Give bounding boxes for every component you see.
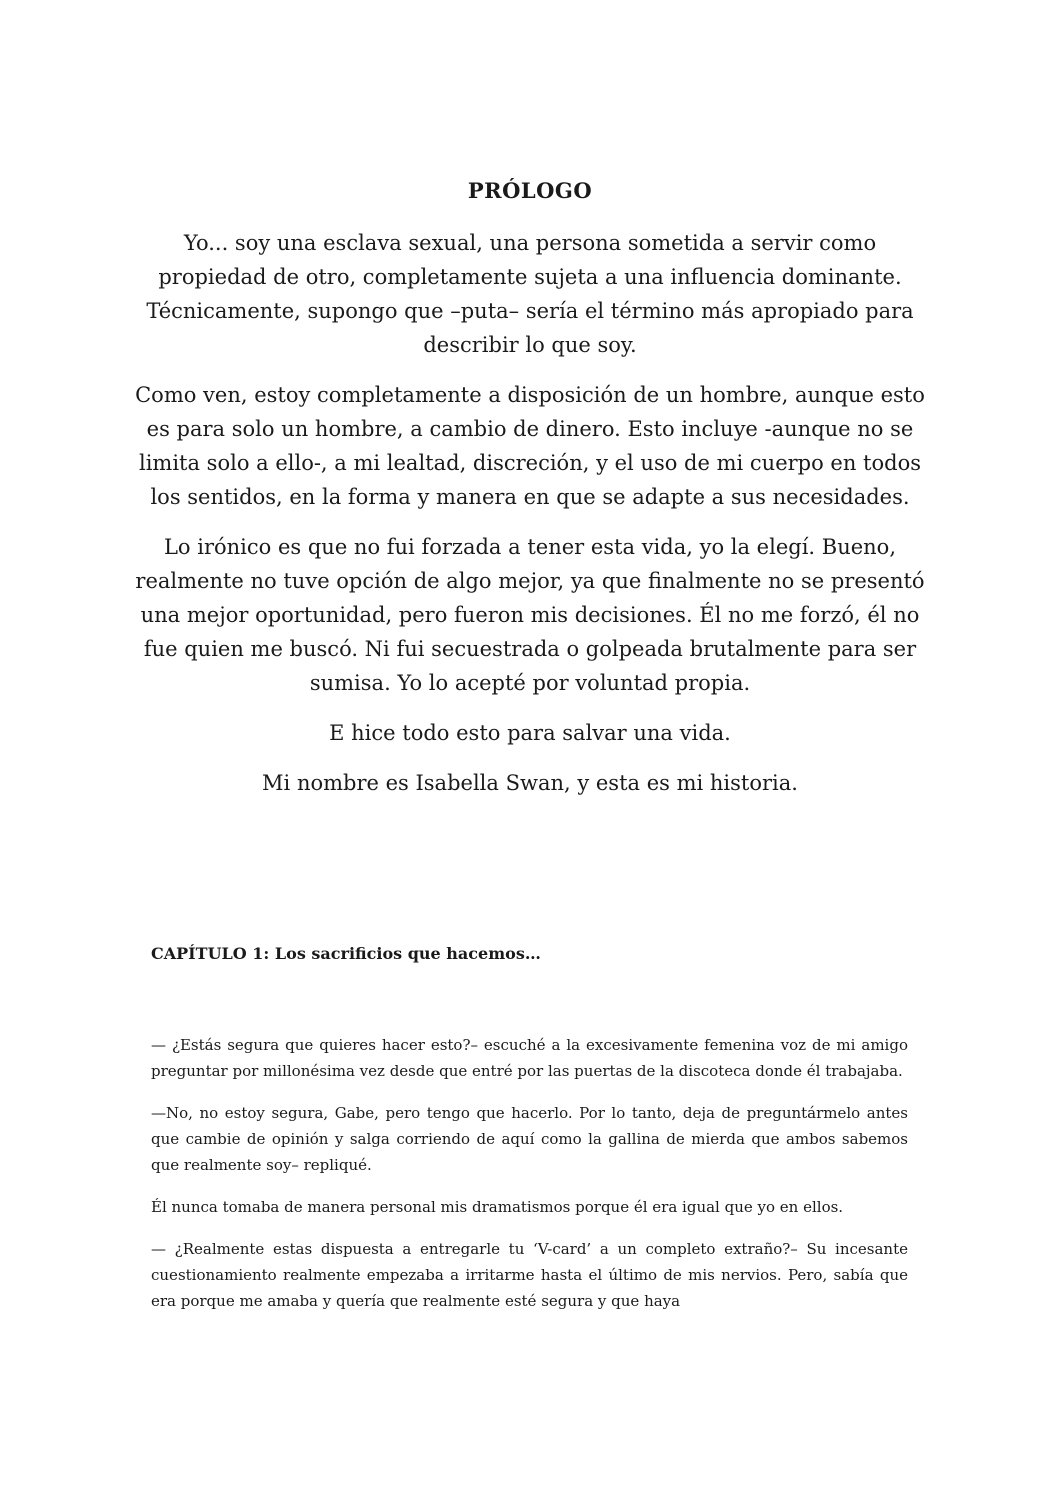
prologue-paragraph: Como ven, estoy completamente a disposición de un hombre, aunque esto es para solo un hombre, a cambio de dinero. Esto incluye -aunque no se limita solo a ello-, a mi lealtad, discreción, y el uso de mi cuerpo en todos los sentidos, en la forma y manera en que se adapte a sus necesidades. xyxy=(135,383,925,509)
chapter-paragraph: —No, no estoy segura, Gabe, pero tengo que hacerlo. Por lo tanto, deja de preguntármelo antes que cambie de opinión y salga corriendo de aquí como la gallina de mierda que ambos sabemos que realmente soy– repliqué. xyxy=(151,1104,908,1174)
prologue-paragraph: Yo... soy una esclava sexual, una persona sometida a servir como propiedad de otro, completamente sujeta a una influencia dominante. Técnicamente, supongo que –puta– sería el término más apropiado para describir lo que soy. xyxy=(146,231,914,357)
chapter-paragraph: Él nunca tomaba de manera personal mis dramatismos porque él era igual que yo en ellos. xyxy=(151,1198,844,1216)
chapter-body xyxy=(151,1032,908,1330)
prologue-paragraph: Lo irónico es que no fui forzada a tener esta vida, yo la elegí. Bueno, realmente no tuve opción de algo mejor, ya que finalmente no se presentó una mejor oportunidad, pero fueron mis decisiones. Él no me forzó, él no fue quien me buscó. Ni fui secuestrada o golpeada brutalmente para ser sumisa. Yo lo acepté por voluntad propia. xyxy=(135,535,925,695)
chapter-paragraph: — ¿Estás segura que quieres hacer esto?– escuché a la excesivamente femenina voz de mi amigo preguntar por millonésima vez desde que entré por las puertas de la discoteca donde él trabajaba. xyxy=(151,1036,908,1080)
chapter-paragraph: — ¿Realmente estas dispuesta a entregarle tu ‘V-card’ a un completo extraño?– Su incesante cuestionamiento realmente empezaba a irritarme hasta el último de mis nervios. Pero, sabía que era porque me amaba y quería que realmente esté segura y que haya xyxy=(151,1240,908,1310)
prologue-title: PRÓLOGO xyxy=(467,178,593,203)
prologue-body xyxy=(130,226,930,816)
chapter-title: CAPÍTULO 1: Los sacrificios que hacemos… xyxy=(151,944,541,963)
prologue-paragraph: Mi nombre es Isabella Swan, y esta es mi historia. xyxy=(262,771,798,795)
prologue-paragraph: E hice todo esto para salvar una vida. xyxy=(329,721,731,745)
